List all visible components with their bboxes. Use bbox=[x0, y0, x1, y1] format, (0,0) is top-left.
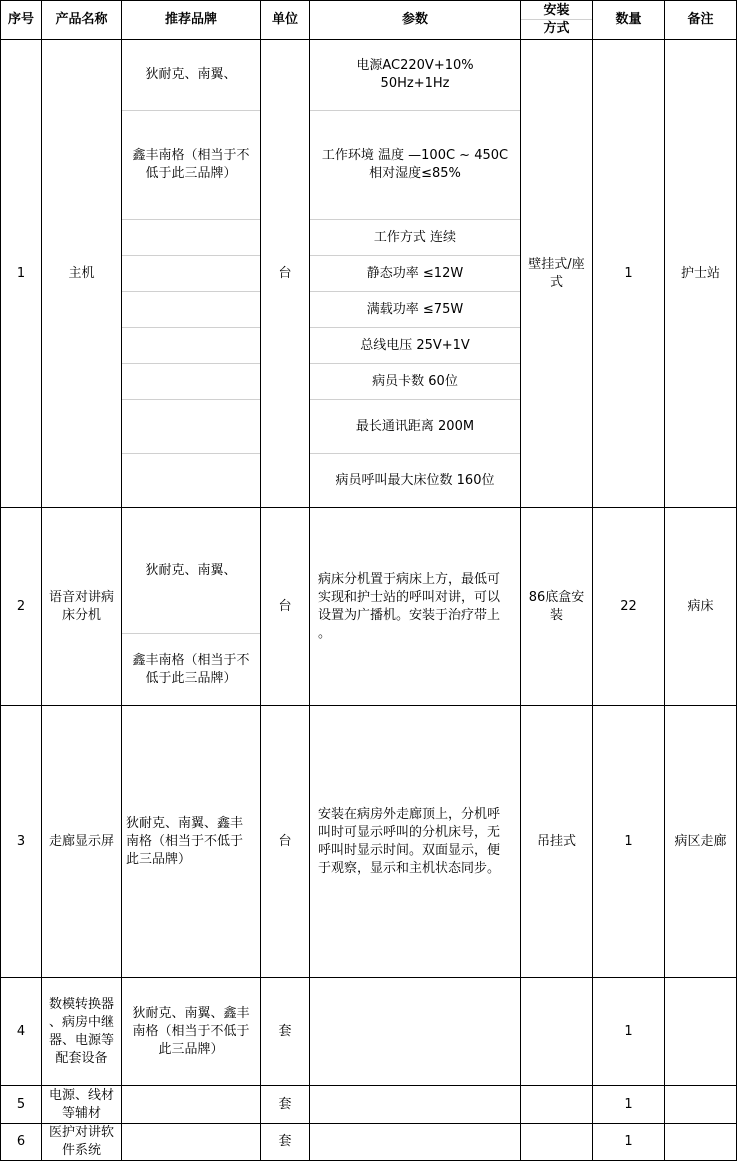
row-1-install: 壁挂式/座 式 bbox=[528, 256, 585, 290]
sub-line bbox=[122, 327, 260, 328]
row-3-qty: 1 bbox=[624, 833, 633, 849]
row-1-note: 护士站 bbox=[680, 265, 720, 281]
row-2-no: 2 bbox=[16, 598, 26, 614]
row-5-brand bbox=[122, 1086, 260, 1123]
header-note: 备注 bbox=[687, 12, 714, 27]
row-2-name: 语音对讲病 床分机 bbox=[48, 589, 114, 623]
row-1-param: 总线电压 25V+1V bbox=[360, 337, 470, 353]
row-4-install bbox=[521, 978, 592, 1085]
sub-line bbox=[122, 363, 260, 364]
row-6-note bbox=[665, 1124, 736, 1160]
row-4-qty: 1 bbox=[624, 1023, 633, 1039]
row-5-qty: 1 bbox=[624, 1096, 633, 1112]
row-1-param: 静态功率 ≤12W bbox=[366, 265, 464, 281]
row-3-params: 安装在病房外走廊顶上，分机呼 叫时可显示呼叫的分机床号，无 呼叫时显示时间。双面显示，便 于观察，显示和主机状态同步。 bbox=[318, 806, 501, 876]
row-3-unit: 台 bbox=[278, 833, 292, 849]
row-3-note: 病区走廊 bbox=[674, 833, 727, 849]
row-1-param: 病员卡数 60位 bbox=[372, 373, 458, 389]
row-5-install bbox=[521, 1086, 592, 1123]
sub-line bbox=[122, 291, 260, 292]
row-1-param: 电源AC220V+10% 50Hz+1Hz bbox=[356, 58, 474, 91]
header-params: 参数 bbox=[401, 12, 428, 27]
row-1-brand-a: 狄耐克、南翼、 bbox=[145, 67, 237, 82]
row-3-install: 吊挂式 bbox=[536, 833, 576, 849]
row-5-params bbox=[310, 1086, 520, 1123]
row-2-qty: 22 bbox=[620, 598, 637, 614]
row-1-no: 1 bbox=[16, 265, 26, 281]
row-4-name: 数模转换器 、病房中继 器、电源等 配套设备 bbox=[48, 996, 114, 1066]
row-5-no: 5 bbox=[16, 1096, 26, 1112]
row-1-param: 工作方式 连续 bbox=[373, 229, 457, 245]
header-unit: 单位 bbox=[271, 12, 298, 27]
header-qty: 数量 bbox=[615, 12, 642, 27]
row-2-params: 病床分机置于病床上方，最低可 实现和护士站的呼叫对讲，可以 设置为广播机。安装于治疗带上 。 bbox=[318, 571, 501, 641]
row-4-brand: 狄耐克、南翼、鑫丰 南格（相当于不低于 此三品牌） bbox=[132, 1006, 250, 1057]
row-5-note bbox=[665, 1086, 736, 1123]
row-3-name: 走廊显示屏 bbox=[48, 833, 114, 849]
row-4-params bbox=[310, 978, 520, 1085]
header-brand: 推荐品牌 bbox=[164, 12, 217, 27]
row-3-brand: 狄耐克、南翼、鑫丰 南格（相当于不低于 此三品牌） bbox=[126, 815, 244, 867]
row-6-params bbox=[310, 1124, 520, 1160]
sub-line bbox=[122, 255, 260, 256]
row-2-install: 86底盒安 装 bbox=[528, 589, 585, 623]
row-2-brand-a: 狄耐克、南翼、 bbox=[145, 562, 237, 578]
sub-line bbox=[122, 453, 260, 454]
row-6-unit: 套 bbox=[278, 1134, 292, 1149]
row-6-name: 医护对讲软 件系统 bbox=[48, 1125, 114, 1158]
row-1-brand-b: 鑫丰南格（相当于不 低于此三品牌） bbox=[132, 148, 250, 181]
row-1-name: 主机 bbox=[68, 265, 95, 281]
sub-line bbox=[122, 399, 260, 400]
header-product-name: 产品名称 bbox=[55, 12, 108, 27]
row-1-param: 病员呼叫最大床位数 160位 bbox=[335, 472, 495, 488]
row-2-note: 病床 bbox=[687, 598, 714, 614]
row-6-install bbox=[521, 1124, 592, 1160]
row-2-unit: 台 bbox=[278, 598, 292, 614]
header-no: 序号 bbox=[7, 12, 34, 27]
row-2-brand-b: 鑫丰南格（相当于不 低于此三品牌） bbox=[132, 652, 250, 686]
header-install: 安装 方式 bbox=[543, 3, 570, 36]
row-5-name: 电源、线材 等辅材 bbox=[48, 1087, 114, 1121]
row-1-param: 最长通讯距离 200M bbox=[355, 418, 475, 434]
row-6-no: 6 bbox=[16, 1134, 26, 1149]
row-1-param: 满载功率 ≤75W bbox=[366, 301, 464, 317]
row-1-param: 工作环境 温度 —100C ~ 450C 相对湿度≤85% bbox=[321, 148, 509, 181]
row-4-no: 4 bbox=[16, 1023, 26, 1039]
row-4-unit: 套 bbox=[278, 1023, 292, 1039]
row-4-note bbox=[665, 978, 736, 1085]
row-3-no: 3 bbox=[16, 833, 26, 849]
row-1-qty: 1 bbox=[624, 265, 633, 281]
row-6-brand bbox=[122, 1124, 260, 1160]
row-6-qty: 1 bbox=[624, 1134, 633, 1149]
row-5-unit: 套 bbox=[278, 1096, 292, 1112]
sub-line bbox=[122, 219, 260, 220]
row-1-unit: 台 bbox=[278, 265, 292, 281]
